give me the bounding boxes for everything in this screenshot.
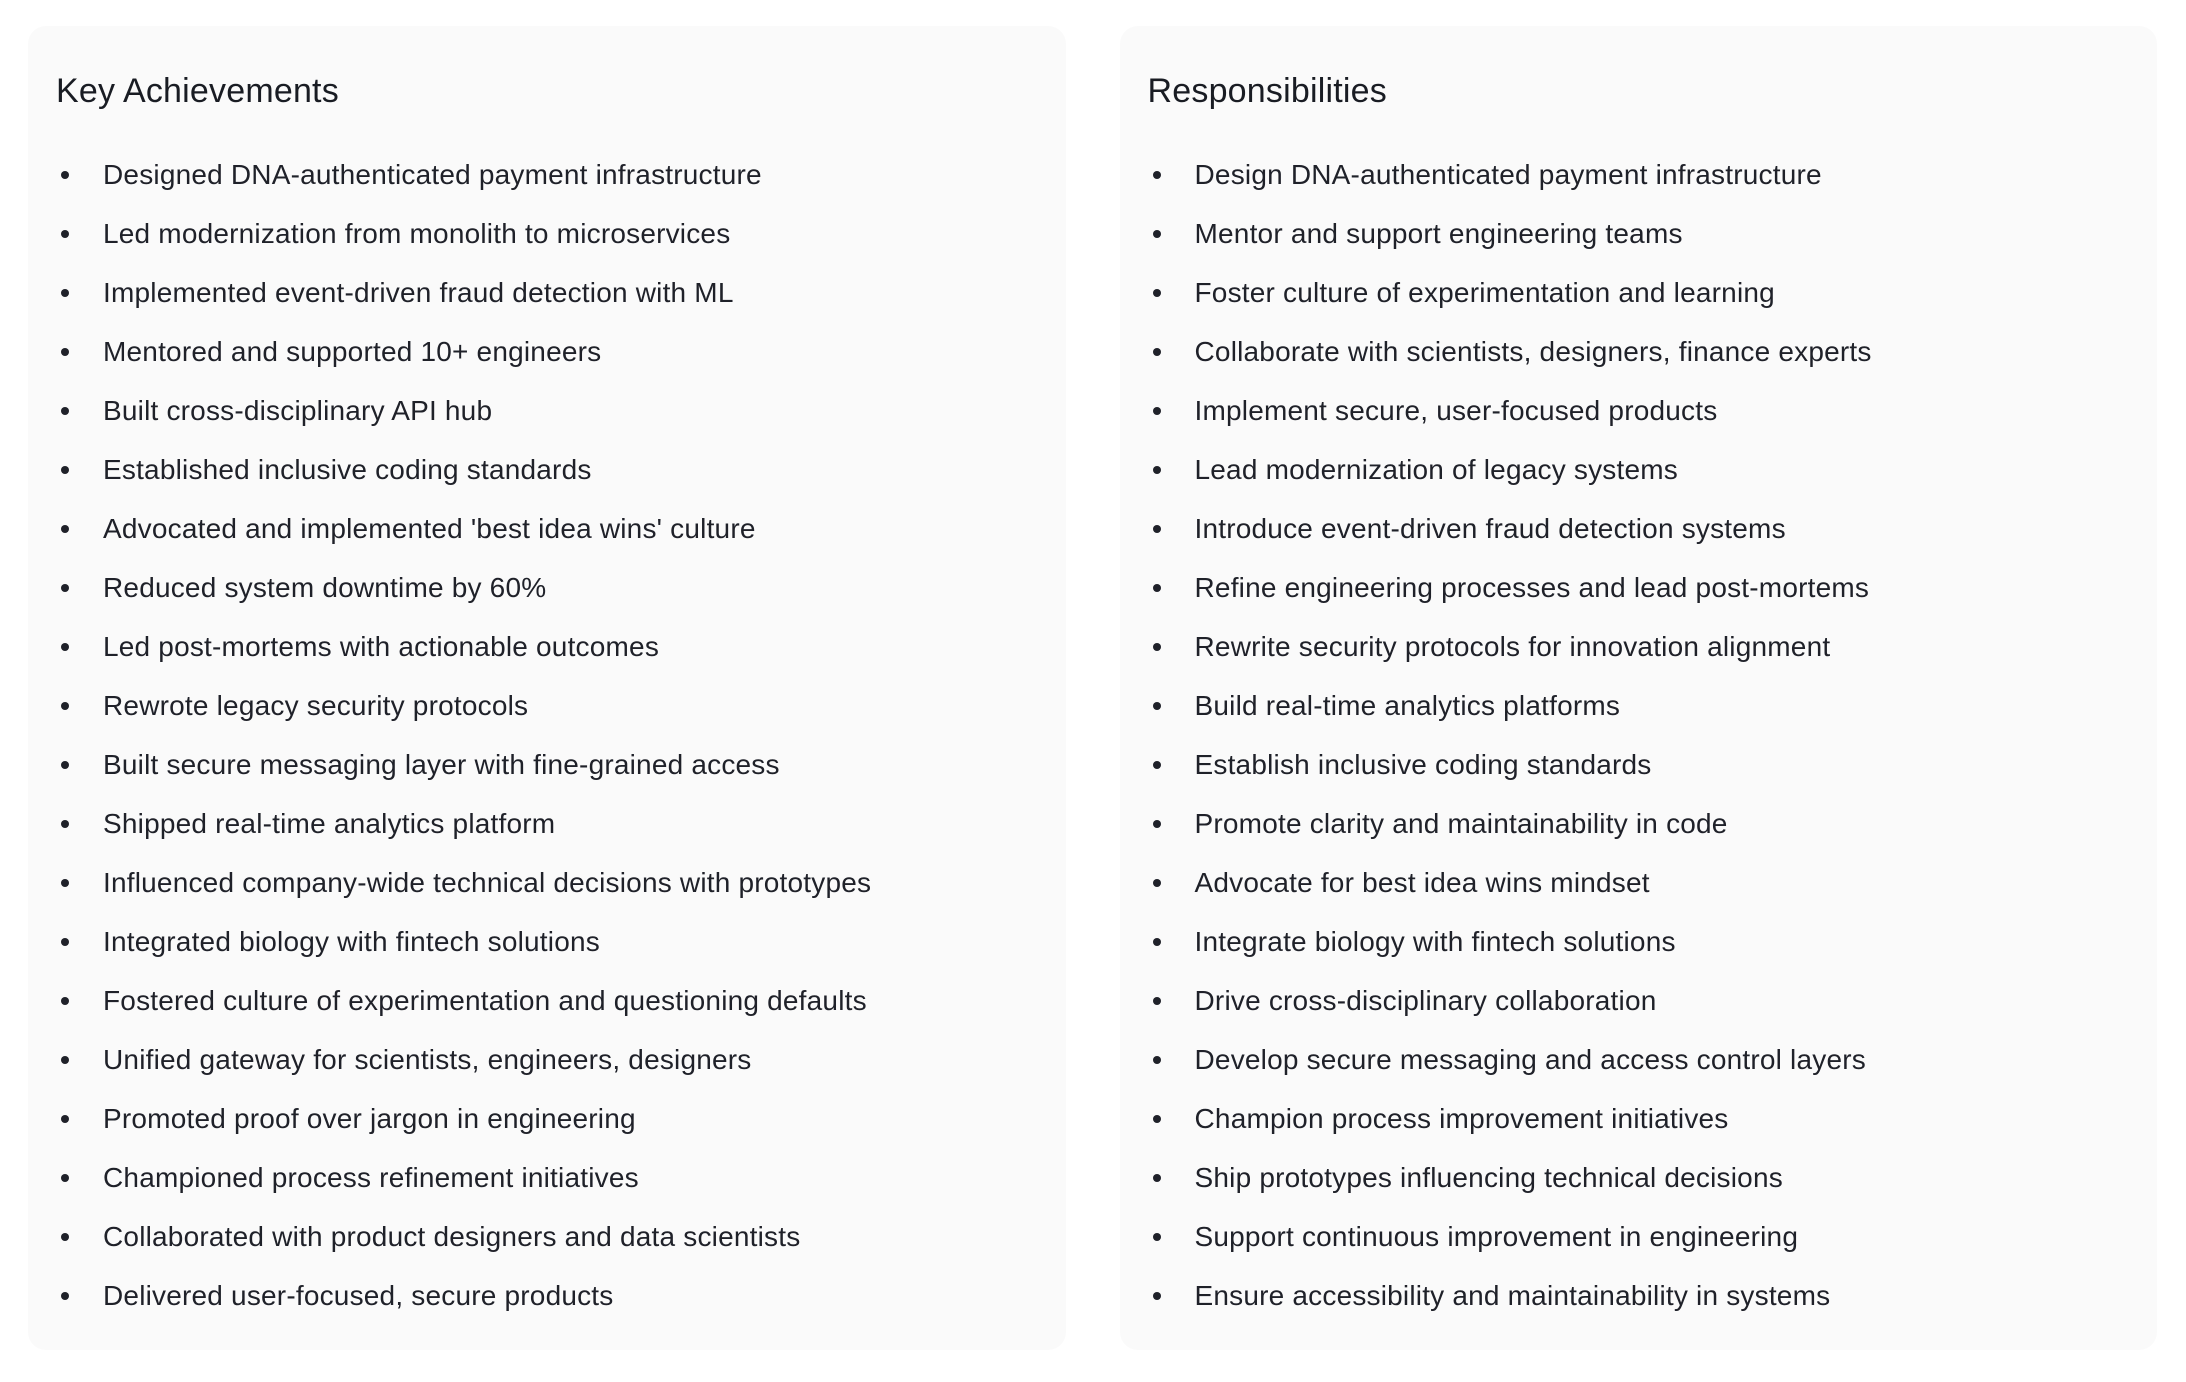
list-item-text: Led post-mortems with actionable outcomes xyxy=(103,631,660,662)
bullet-icon xyxy=(1153,584,1161,592)
bullet-icon xyxy=(1153,525,1161,533)
list-item xyxy=(56,1041,1026,1079)
bullet-icon xyxy=(1153,466,1161,474)
list-item xyxy=(1148,510,2118,548)
list-item-text: Shipped real-time analytics platform xyxy=(103,808,556,839)
list-item-text: Influenced company-wide technical decisions with prototypes xyxy=(103,867,872,898)
list-item xyxy=(56,569,1026,607)
bullet-icon xyxy=(61,1174,69,1182)
list-item xyxy=(1148,923,2118,961)
list-item-text: Built secure messaging layer with fine-grained access xyxy=(103,749,780,780)
list-item-text: Mentored and supported 10+ engineers xyxy=(103,336,602,367)
bullet-icon xyxy=(61,702,69,710)
list-item xyxy=(1148,805,2118,843)
bullet-icon xyxy=(1153,997,1161,1005)
list-item-text: Promoted proof over jargon in engineering xyxy=(103,1103,636,1134)
list-item xyxy=(56,392,1026,430)
key-achievements-list xyxy=(56,156,1026,1315)
bullet-icon xyxy=(1153,761,1161,769)
list-item xyxy=(1148,451,2118,489)
list-item xyxy=(56,510,1026,548)
bullet-icon xyxy=(61,879,69,887)
list-item xyxy=(56,982,1026,1020)
list-item xyxy=(56,628,1026,666)
key-achievements-title: Key Achievements xyxy=(56,72,339,110)
bullet-icon xyxy=(61,1233,69,1241)
bullet-icon xyxy=(61,525,69,533)
list-item-text: Design DNA-authenticated payment infrastructure xyxy=(1194,159,1822,190)
list-item-text: Introduce event-driven fraud detection systems xyxy=(1194,513,1786,544)
list-item-text: Led modernization from monolith to microservices xyxy=(103,218,731,249)
bullet-icon xyxy=(61,348,69,356)
list-item xyxy=(1148,1100,2118,1138)
bullet-icon xyxy=(1153,879,1161,887)
list-item xyxy=(1148,333,2118,371)
bullet-icon xyxy=(61,466,69,474)
bullet-icon xyxy=(61,1115,69,1123)
list-item xyxy=(1148,628,2118,666)
bullet-icon xyxy=(61,997,69,1005)
bullet-icon xyxy=(61,1056,69,1064)
list-item-text: Ship prototypes influencing technical decisions xyxy=(1194,1162,1783,1193)
list-item-text: Lead modernization of legacy systems xyxy=(1194,454,1678,485)
bullet-icon xyxy=(61,761,69,769)
list-item xyxy=(1148,1218,2118,1256)
list-item xyxy=(56,746,1026,784)
list-item-text: Drive cross-disciplinary collaboration xyxy=(1194,985,1657,1016)
list-item xyxy=(1148,982,2118,1020)
list-item-text: Support continuous improvement in engineering xyxy=(1194,1221,1799,1252)
list-item xyxy=(56,156,1026,194)
list-item xyxy=(1148,274,2118,312)
list-item xyxy=(1148,569,2118,607)
list-item xyxy=(56,687,1026,725)
bullet-icon xyxy=(1153,938,1161,946)
list-item xyxy=(56,1277,1026,1315)
list-item-text: Championed process refinement initiatives xyxy=(103,1162,639,1193)
list-item-text: Established inclusive coding standards xyxy=(103,454,592,485)
responsibilities-list xyxy=(1148,156,2118,1315)
bullet-icon xyxy=(1153,1233,1161,1241)
list-item-text: Rewrite security protocols for innovation alignment xyxy=(1194,631,1831,662)
list-item-text: Designed DNA-authenticated payment infrastructure xyxy=(103,159,762,190)
list-item-text: Mentor and support engineering teams xyxy=(1194,218,1683,249)
bullet-icon xyxy=(61,938,69,946)
list-item-text: Fostered culture of experimentation and questioning defaults xyxy=(103,985,867,1016)
list-item-text: Advocated and implemented 'best idea wins' culture xyxy=(103,513,756,544)
list-item-text: Ensure accessibility and maintainability in systems xyxy=(1194,1280,1831,1311)
list-item xyxy=(1148,1277,2118,1315)
list-item-text: Unified gateway for scientists, engineers, designers xyxy=(103,1044,752,1075)
list-item-text: Establish inclusive coding standards xyxy=(1194,749,1652,780)
list-item-text: Reduced system downtime by 60% xyxy=(103,572,547,603)
list-item-text: Collaborated with product designers and data scientists xyxy=(103,1221,801,1252)
list-item xyxy=(56,805,1026,843)
list-item xyxy=(56,215,1026,253)
list-item-text: Champion process improvement initiatives xyxy=(1194,1103,1729,1134)
list-item xyxy=(56,923,1026,961)
list-item-text: Implemented event-driven fraud detection with ML xyxy=(103,277,734,308)
list-item-text: Build real-time analytics platforms xyxy=(1194,690,1621,721)
bullet-icon xyxy=(61,289,69,297)
list-item-text: Built cross-disciplinary API hub xyxy=(103,395,493,426)
bullet-icon xyxy=(61,820,69,828)
bullet-icon xyxy=(1153,1115,1161,1123)
list-item-text: Refine engineering processes and lead post-mortems xyxy=(1194,572,1870,603)
list-item xyxy=(1148,687,2118,725)
list-item xyxy=(56,274,1026,312)
list-item xyxy=(56,1159,1026,1197)
list-item xyxy=(1148,864,2118,902)
bullet-icon xyxy=(61,643,69,651)
list-item xyxy=(1148,392,2118,430)
list-item-text: Integrated biology with fintech solutions xyxy=(103,926,600,957)
list-item-text: Collaborate with scientists, designers, finance experts xyxy=(1194,336,1872,367)
list-item xyxy=(56,1218,1026,1256)
bullet-icon xyxy=(1153,820,1161,828)
list-item-text: Rewrote legacy security protocols xyxy=(103,690,529,721)
list-item xyxy=(56,864,1026,902)
bullet-icon xyxy=(1153,1174,1161,1182)
bullet-icon xyxy=(1153,348,1161,356)
bullet-icon xyxy=(1153,1056,1161,1064)
bullet-icon xyxy=(1153,407,1161,415)
responsibilities-card xyxy=(1120,26,2158,1350)
bullet-icon xyxy=(1153,643,1161,651)
list-item-text: Delivered user-focused, secure products xyxy=(103,1280,614,1311)
list-item xyxy=(56,1100,1026,1138)
list-item xyxy=(1148,215,2118,253)
list-item xyxy=(1148,746,2118,784)
bullet-icon xyxy=(1153,230,1161,238)
list-item xyxy=(56,451,1026,489)
list-item xyxy=(56,333,1026,371)
responsibilities-title: Responsibilities xyxy=(1147,72,1387,110)
list-item-text: Foster culture of experimentation and learning xyxy=(1194,277,1775,308)
bullet-icon xyxy=(1153,171,1161,179)
bullet-icon xyxy=(1153,702,1161,710)
list-item-text: Integrate biology with fintech solutions xyxy=(1194,926,1676,957)
list-item xyxy=(1148,1041,2118,1079)
list-item-text: Develop secure messaging and access control layers xyxy=(1194,1044,1866,1075)
bullet-icon xyxy=(61,171,69,179)
list-item-text: Promote clarity and maintainability in code xyxy=(1194,808,1728,839)
key-achievements-card xyxy=(28,26,1066,1350)
bullet-icon xyxy=(1153,1292,1161,1300)
list-item xyxy=(1148,156,2118,194)
bullet-icon xyxy=(61,1292,69,1300)
bullet-icon xyxy=(61,407,69,415)
bullet-icon xyxy=(61,230,69,238)
list-item xyxy=(1148,1159,2118,1197)
bullet-icon xyxy=(61,584,69,592)
list-item-text: Implement secure, user-focused products xyxy=(1194,395,1718,426)
bullet-icon xyxy=(1153,289,1161,297)
list-item-text: Advocate for best idea wins mindset xyxy=(1194,867,1650,898)
